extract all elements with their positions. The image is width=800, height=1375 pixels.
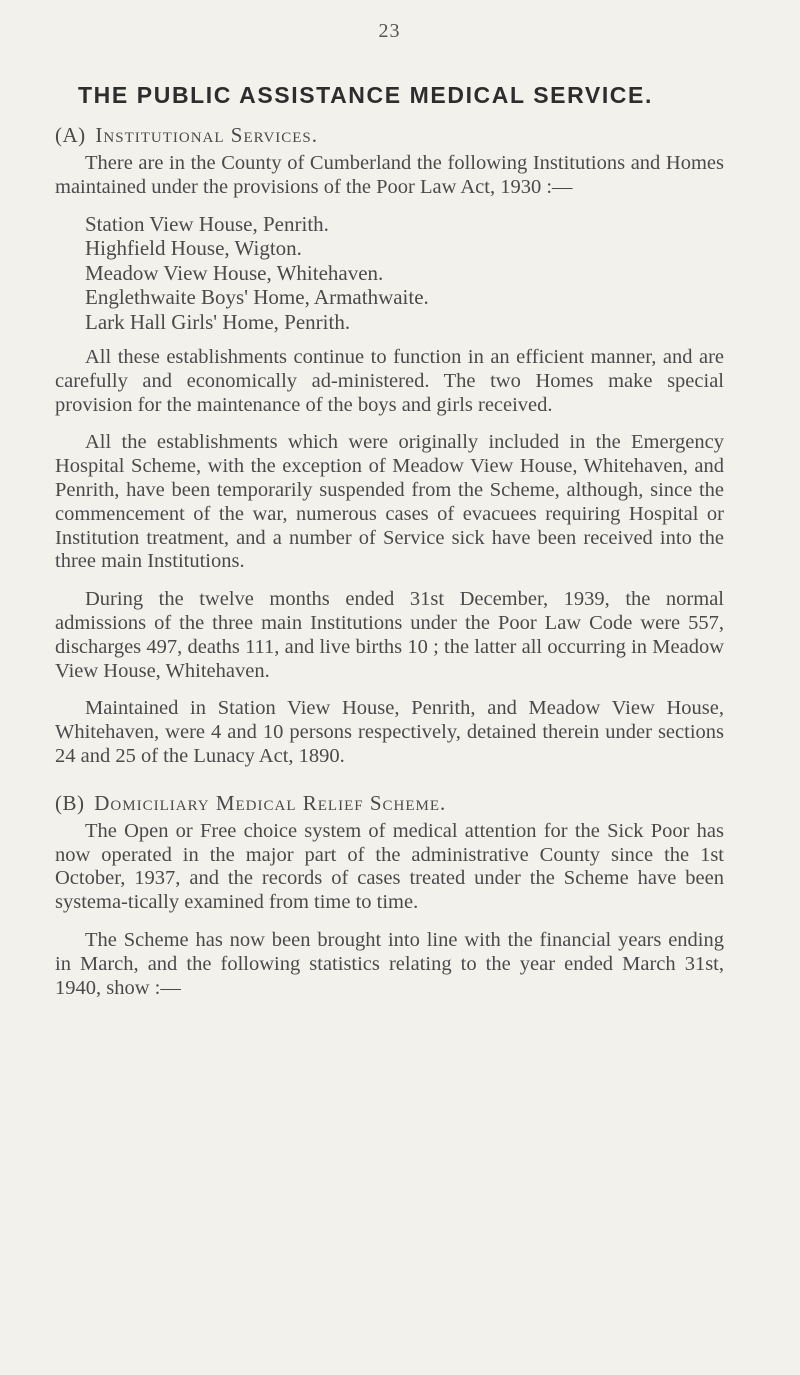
paragraph: Maintained in Station View House, Penrith, and Meadow View House, Whitehaven, were 4 and 10 persons respectively, detained therein under sections 24 and 25 of the Lunacy Act, 1890. (55, 697, 724, 768)
section-b-heading (55, 791, 724, 816)
list-item: Englethwaite Boys' Home, Armathwaite. (85, 285, 429, 310)
institution-list (85, 212, 724, 335)
paragraph: All the establishments which were originally included in the Emergency Hospital Scheme, with the exception of Meadow View House, Whitehaven, and Penrith, have been temporarily suspended from the Scheme, although, since the commencement of the war, numerous cases of evacuees requiring Hospital or Institution treatment, and a number of Service sick have been received into the three main Institutions. (55, 431, 724, 573)
page-title: THE PUBLIC ASSISTANCE MEDICAL SERVICE. (78, 82, 653, 108)
section-a-title: Institutional Services. (95, 123, 319, 147)
section-a-intro: There are in the County of Cumberland the following Institutions and Homes maintained under the provisions of the Poor Law Act, 1930 :— (55, 152, 724, 198)
section-a-label: (A) (55, 123, 86, 147)
list-item: Meadow View House, Whitehaven. (85, 260, 384, 285)
list-item: Station View House, Penrith. (85, 211, 329, 236)
paragraph: During the twelve months ended 31st December, 1939, the normal admissions of the three main Institutions under the Poor Law Code were 557, discharges 497, deaths 111, and live births 10 ; the latter all occurring in Meadow View House, Whitehaven. (55, 588, 724, 682)
paragraph: The Scheme has now been brought into line with the financial years ending in March, and the following statistics relating to the year ended March 31st, 1940, show :— (55, 929, 724, 999)
paragraph: All these establishments continue to function in an efficient manner, and are carefully and economically ad-ministered. The two Homes make special provision for the maintenance of the boys and girls received. (55, 346, 724, 416)
page-number: 23 (378, 20, 401, 42)
list-item: Highfield House, Wigton. (85, 236, 302, 261)
section-b-title: Domiciliary Medical Relief Scheme. (94, 790, 447, 815)
paragraph: The Open or Free choice system of medical attention for the Sick Poor has now operated in the major part of the administrative County since the 1st October, 1937, and the records of cases treated under the Scheme have been systema-tically examined from time to time. (55, 819, 724, 914)
section-a-heading (55, 123, 724, 148)
list-item: Lark Hall Girls' Home, Penrith. (85, 309, 351, 334)
section-b-label: (B) (55, 790, 85, 815)
